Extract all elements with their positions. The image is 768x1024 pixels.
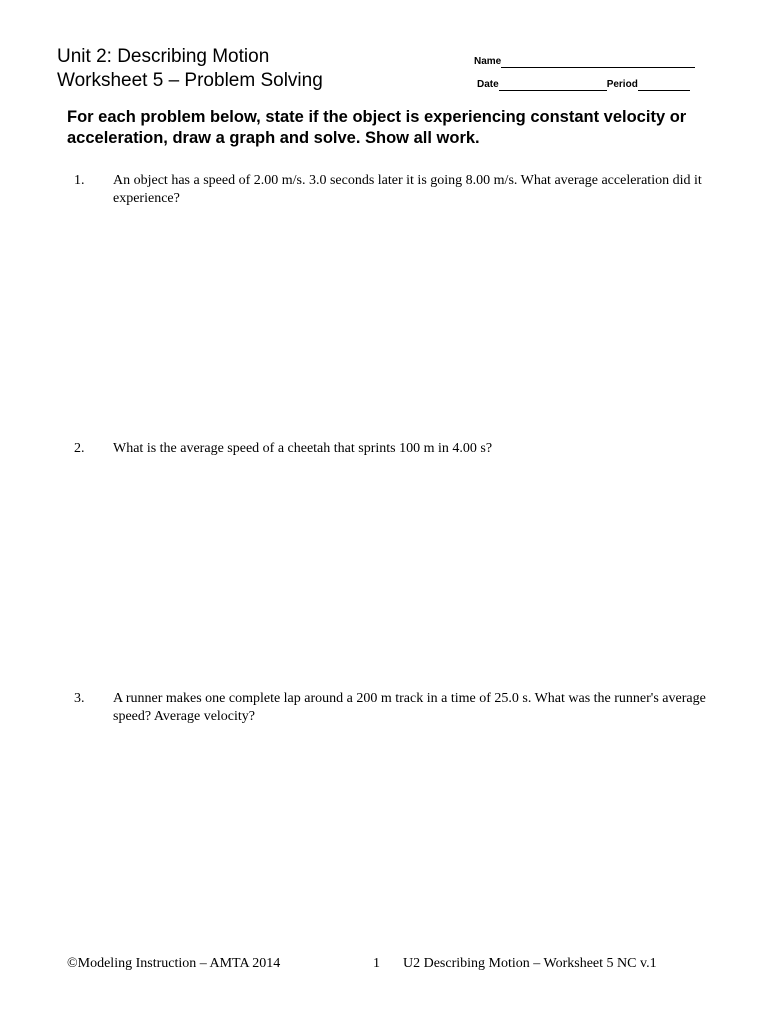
problem-3	[74, 690, 734, 726]
worksheet-unit-title: Unit 2: Describing Motion	[57, 46, 270, 67]
problem-number: 3.	[74, 691, 85, 706]
name-blank-line[interactable]	[501, 57, 695, 68]
problem-number: 2.	[74, 441, 85, 456]
problem-text: A runner makes one complete lap around a 200 m track in a time of 25.0 s. What was the runner's average speed? Average velocity?	[113, 691, 706, 724]
date-blank-line[interactable]	[499, 80, 607, 91]
problem-1	[74, 172, 734, 208]
instructions: For each problem below, state if the object is experiencing constant velocity or acceleration, draw a graph and solve. Show all work.	[67, 108, 687, 147]
date-label: Date	[477, 79, 499, 90]
footer-page-number: 1	[373, 956, 380, 971]
problem-2	[74, 440, 734, 458]
period-blank-line[interactable]	[638, 80, 690, 91]
problem-text: An object has a speed of 2.00 m/s. 3.0 seconds later it is going 8.00 m/s. What average acceleration did it experience?	[113, 173, 702, 206]
problem-text: What is the average speed of a cheetah that sprints 100 m in 4.00 s?	[113, 441, 493, 456]
worksheet-title: Worksheet 5 – Problem Solving	[57, 70, 323, 91]
date-period-field[interactable]	[477, 79, 690, 91]
problem-number: 1.	[74, 173, 85, 188]
footer-document-id: U2 Describing Motion – Worksheet 5 NC v.1	[403, 956, 657, 971]
name-label: Name	[474, 56, 502, 67]
period-label: Period	[606, 79, 638, 90]
footer-copyright: ©Modeling Instruction – AMTA 2014	[67, 956, 281, 971]
name-field[interactable]	[474, 56, 695, 68]
